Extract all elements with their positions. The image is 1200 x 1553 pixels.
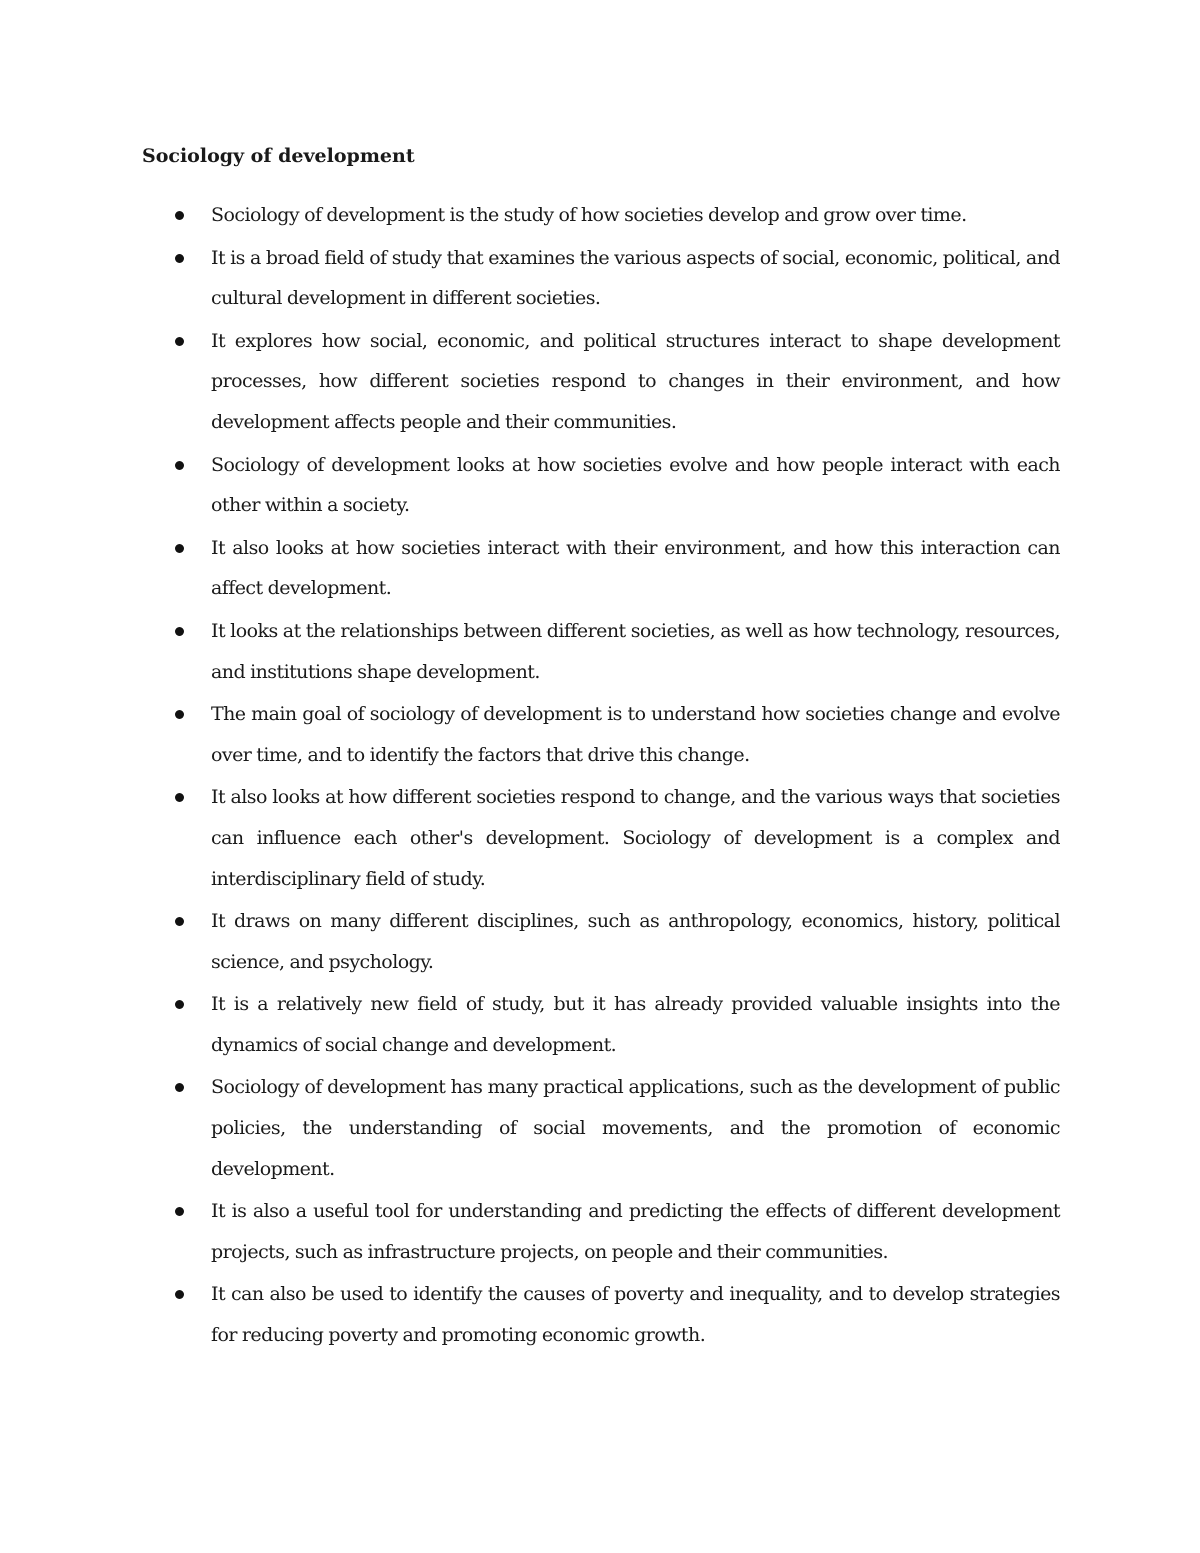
list-item: [0, 528, 1060, 609]
list-item-text: It is also a useful tool for understanding and predicting the effects of different development projects, such as infrastructure projects, on people and their communities.: [211, 1200, 1060, 1263]
list-item: [0, 901, 1060, 982]
list-item-text: It also looks at how societies interact with their environment, and how this interaction can affect development.: [211, 536, 1060, 600]
bullet-icon: [175, 254, 184, 263]
list-item-text: The main goal of sociology of development is to understand how societies change and evolve over time, and to identify the factors that drive this change.: [211, 703, 1060, 766]
list-item: [0, 984, 1060, 1065]
bullet-list: [0, 195, 1200, 1358]
list-item-text: It is a relatively new field of study, but it has already provided valuable insights into the dynamics of social change and development.: [211, 993, 1060, 1056]
list-item: [0, 1191, 1060, 1272]
list-item-text: It also looks at how different societies respond to change, and the various ways that societies can influence each other's development. Sociology of development is a complex and interdisciplinary field of study.: [211, 786, 1060, 890]
bullet-icon: [175, 917, 184, 926]
page-title: Sociology of development: [142, 145, 415, 167]
bullet-icon: [175, 1083, 184, 1092]
bullet-icon: [175, 793, 184, 802]
list-item: [0, 1274, 1060, 1355]
list-item: [0, 445, 1060, 526]
list-item: [0, 777, 1060, 899]
bullet-icon: [175, 710, 184, 719]
bullet-icon: [175, 1000, 184, 1009]
list-item-text: It explores how social, economic, and political structures interact to shape development processes, how different societies respond to changes in their environment, and how development affects people and their communities.: [211, 329, 1060, 433]
list-item: [0, 195, 1060, 236]
list-item-text: Sociology of development looks at how societies evolve and how people interact with each other within a society.: [211, 453, 1060, 517]
bullet-icon: [175, 1290, 184, 1299]
bullet-icon: [175, 627, 184, 636]
list-item-text: It can also be used to identify the causes of poverty and inequality, and to develop strategies for reducing poverty and promoting economic growth.: [211, 1283, 1060, 1347]
list-item-text: Sociology of development has many practical applications, such as the development of public policies, the understanding of social movements, and the promotion of economic development.: [211, 1076, 1060, 1180]
list-item-text: It draws on many different disciplines, such as anthropology, economics, history, political science, and psychology.: [211, 910, 1060, 973]
list-item: [0, 321, 1060, 443]
list-item: [0, 1067, 1060, 1189]
bullet-icon: [175, 544, 184, 553]
bullet-icon: [175, 337, 184, 346]
list-item: [0, 238, 1060, 319]
list-item-text: It looks at the relationships between different societies, as well as how technology, resources, and institutions shape development.: [211, 619, 1060, 683]
list-item: [0, 611, 1060, 692]
bullet-icon: [175, 1207, 184, 1216]
bullet-icon: [175, 461, 184, 470]
bullet-icon: [175, 211, 184, 220]
list-item-text: Sociology of development is the study of how societies develop and grow over time.: [211, 204, 967, 226]
list-item-text: It is a broad field of study that examines the various aspects of social, economic, political, and cultural development in different societies.: [211, 246, 1060, 310]
list-item: [0, 694, 1060, 775]
